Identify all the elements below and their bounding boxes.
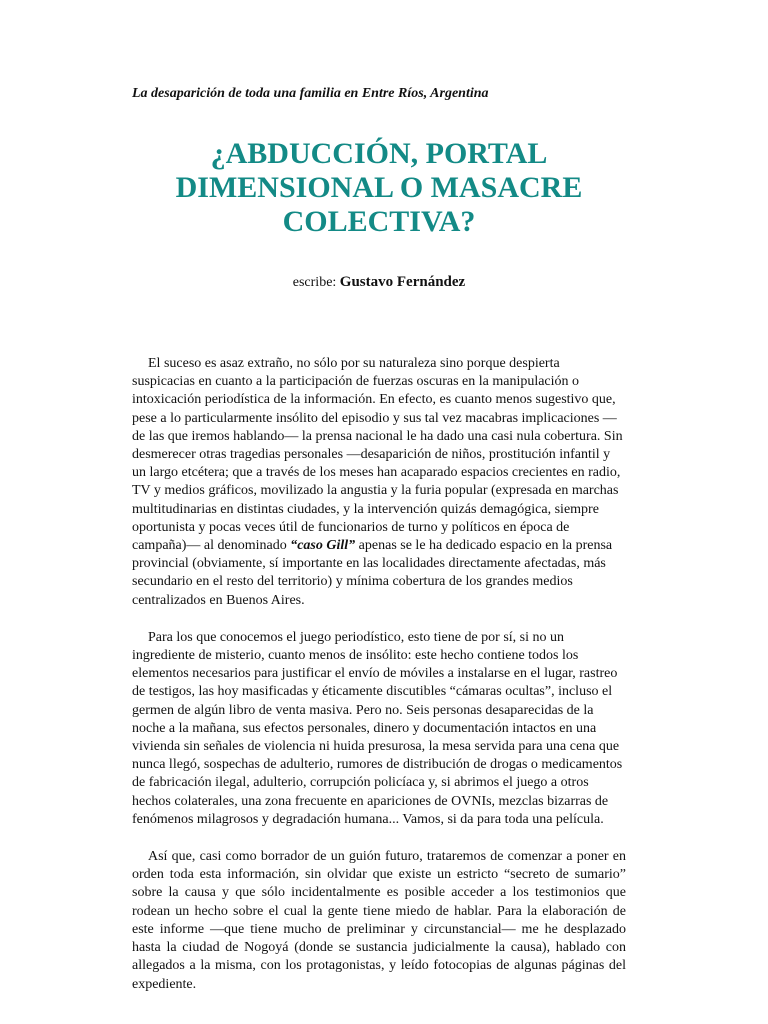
paragraph-1-after: apenas se le ha dedicado espacio en la prensa provincial (obviamente, sí importante en las localidades directamente afectadas, más secundario en el resto del territorio) y mínima cobertura de los grandes medios centralizados en Buenos Aires. — [132, 538, 613, 608]
paragraph-3: Así que, casi como borrador de un guión futuro, trataremos de comenzar a poner en orden toda esta información, sin olvidar que existe un estricto “secreto de sumario” sobre la causa y que sólo incidentalmente es posible acceder a los testimonios que rodean un hecho sobre el cual la gente tiene miedo de hablar. Para la elaboración de este informe —que tiene mucho de preliminar y circunstancial— me he desplazado hasta la ciudad de Nogoyá (donde se sustancia judicialmente la causa), hablado con allegados a la misma, con los protagonistas, y leído fotocopias de algunas páginas del expediente. — [132, 849, 626, 992]
caso-gill-emphasis: “caso Gill” — [290, 538, 356, 554]
paragraph-2: Para los que conocemos el juego periodístico, esto tiene de por sí, si no un ingrediente de misterio, cuanto menos de insólito: este hecho contiene todos los elementos necesarios para justificar el envío de móviles a instalarse en el lugar, rastreo de testigos, las hoy masificadas y éticamente discutibles “cámaras ocultas”, incluso el germen de algún libro de venta masiva. Pero no. Seis personas desaparecidas de la noche a la mañana, sus efectos personales, dinero y documentación intactos en una vivienda sin señales de violencia ni huida presurosa, la mesa servida para una cena que nunca llegó, sospechas de adulterio, rumores de distribución de drogas o medicamentos de fabricación ilegal, adulterio, corrupción policíaca y, si abrimos el juego a otros hechos colaterales, una zona frecuente en apariciones de OVNIs, mezclas bizarras de fenómenos milagrosos y degradación humana... Vamos, si da para toda una película. — [132, 629, 623, 827]
paragraph-1 — [132, 355, 626, 610]
byline — [132, 274, 626, 291]
article-kicker: La desaparición de toda una familia en Entre Ríos, Argentina — [132, 86, 489, 101]
article-body — [132, 355, 626, 1013]
byline-author: Gustavo Fernández — [339, 274, 466, 290]
paragraph-1-before: El suceso es asaz extraño, no sólo por su naturaleza sino porque despierta suspicacias en cuanto a la participación de fuerzas oscuras en la manipulación o intoxicación periodística de la información. En efecto, es cuanto menos sugestivo que, pese a lo particularmente insólito del episodio y sus tal vez macabras implicaciones —de las que iremos hablando— la prensa nacional le ha dado una casi nula cobertura. Sin desmerecer otras tragedias personales —desaparición de niños, prostitución infantil y un largo etcétera; que a través de los meses han acaparado espacios crecientes en radio, TV y medios gráficos, movilizado la angustia y la furia popular (expresada en marchas multitudinarias en distintas ciudades, y la intervención quizás demagógica, siempre oportunista y pocas veces útil de funcionarios de turno y políticos en época de campaña)— al denominado — [132, 356, 623, 554]
article-title: ¿ABDUCCIÓN, PORTAL DIMENSIONAL O MASACRE COLECTIVA? — [175, 137, 583, 238]
byline-prefix: escribe: — [292, 275, 340, 290]
